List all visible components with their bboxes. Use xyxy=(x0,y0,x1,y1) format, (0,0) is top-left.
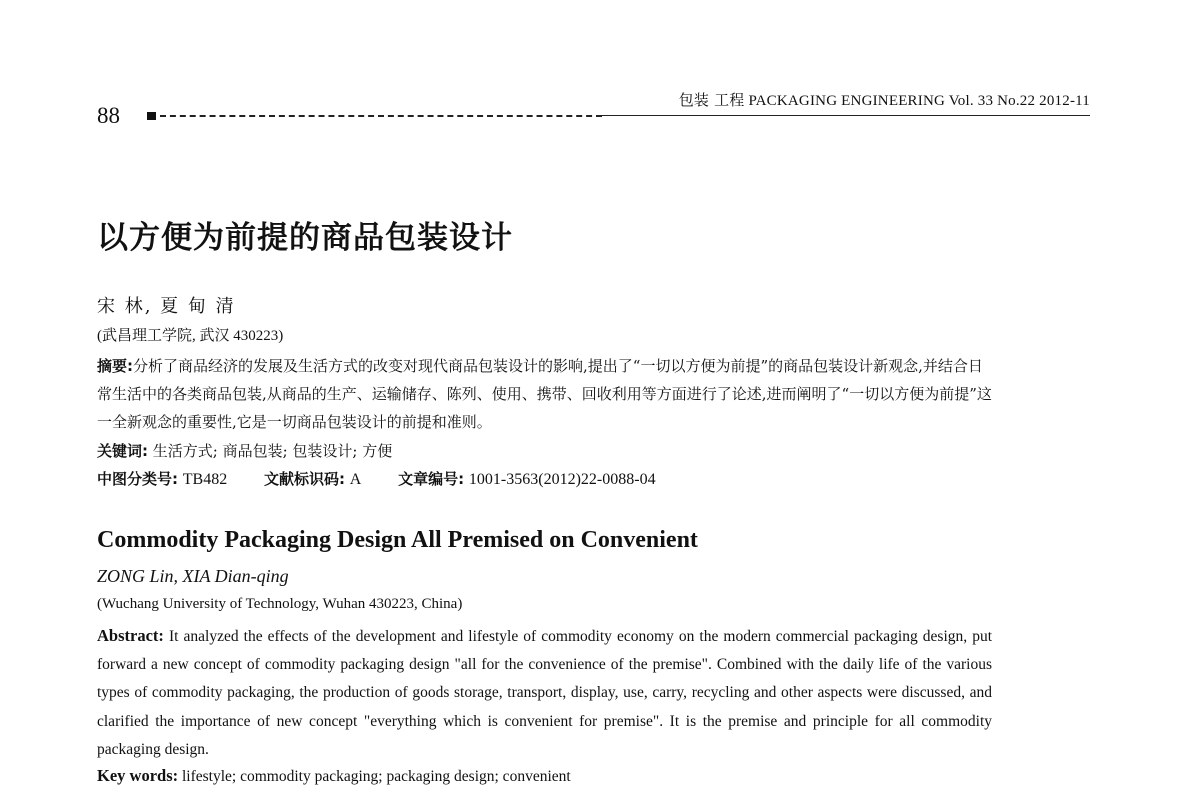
authors-cn: 宋 林, 夏 甸 清 xyxy=(97,296,236,317)
abstract-text-cn: 分析了商品经济的发展及生活方式的改变对现代商品包装设计的影响,提出了“一切以方便为前提”的商品包装设计新观念,并结合日常生活中的各类商品包装,从商品的生产、运输储存、陈列、使用、携带、回收利用等方面进行了论述,进而阐明了“一切以方便为前提”这一全新观念的重要性,它是一切商品包装设计的前提和准则。 xyxy=(97,357,992,431)
page-number: 88 xyxy=(97,103,120,128)
doc-code-value: A xyxy=(349,471,362,488)
keywords-cn xyxy=(97,440,392,461)
doc-code-label: 文献标识码: xyxy=(264,470,346,488)
classification-line xyxy=(97,468,688,489)
keywords-label-en: Key words: xyxy=(97,766,179,785)
clc-value: TB482 xyxy=(182,471,228,488)
article-no-value: 1001-3563(2012)22-0088-04 xyxy=(468,471,656,488)
keywords-en xyxy=(97,766,571,786)
header-square-mark xyxy=(147,112,156,120)
abstract-cn xyxy=(97,352,993,436)
journal-name-en: PACKAGING ENGINEERING Vol. 33 No.22 2012-11 xyxy=(748,93,1090,109)
abstract-text-en: It analyzed the effects of the development and lifestyle of commodity economy on the modern commercial packaging design, put forward a new concept of commodity packaging design "all for the convenience of the premise". Combined with the daily life of the various types of commodity packaging, the production of goods storage, transport, display, use, carry, recycling and other aspects were discussed, and clarified the importance of new concept "everything which is convenient for premise". It is the premise and principle for all commodity packaging design. xyxy=(97,628,992,758)
journal-header xyxy=(679,89,1090,110)
header-rule-solid xyxy=(602,115,1090,116)
affiliation-en: (Wuchang University of Technology, Wuhan 430223, China) xyxy=(97,596,463,612)
journal-name-cn: 包装 工程 xyxy=(678,91,745,109)
clc-label: 中图分类号: xyxy=(97,470,178,488)
header-rule-dashed xyxy=(160,115,602,117)
keywords-text-cn: 生活方式; 商品包装; 包装设计; 方便 xyxy=(152,442,393,460)
abstract-en xyxy=(97,622,992,764)
abstract-label-en: Abstract: xyxy=(97,626,164,645)
article-no-label: 文章编号: xyxy=(398,470,465,488)
keywords-text-en: lifestyle; commodity packaging; packaging design; convenient xyxy=(182,768,571,785)
article-title-en: Commodity Packaging Design All Premised on Convenient xyxy=(97,527,698,553)
affiliation-cn: (武昌理工学院, 武汉 430223) xyxy=(97,328,284,344)
keywords-label-cn: 关键词: xyxy=(97,442,148,460)
abstract-label-cn: 摘要: xyxy=(97,357,133,375)
authors-en: ZONG Lin, XIA Dian-qing xyxy=(97,566,289,586)
article-title-cn: 以方便为前提的商品包装设计 xyxy=(97,220,513,256)
